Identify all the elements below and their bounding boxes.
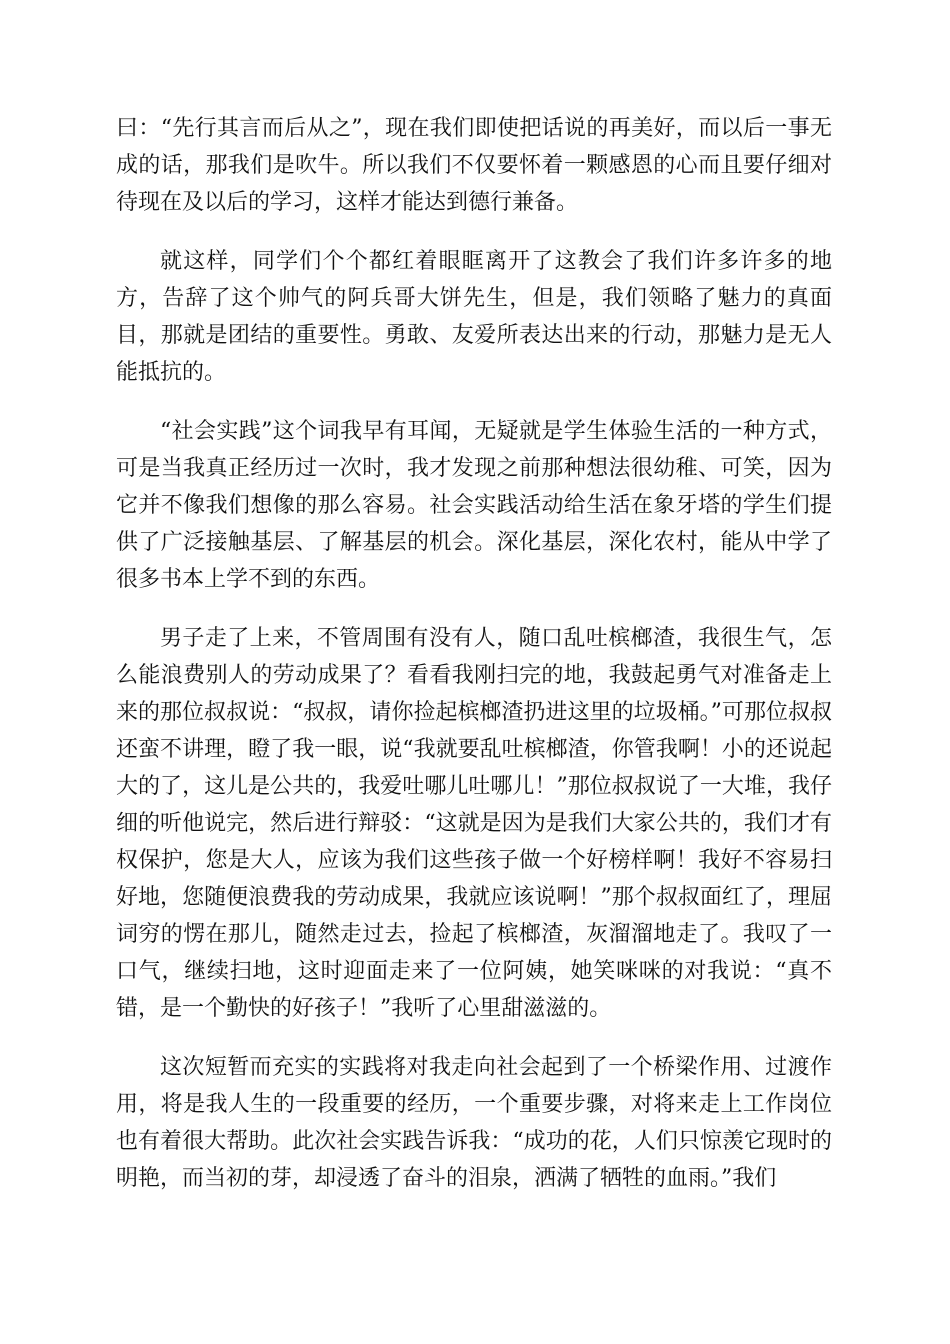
paragraph-3: “社会实践”这个词我早有耳闻，无疑就是学生体验生活的一种方式，可是当我真正经历过一次时，我才发现之前那种想法很幼稚、可笑，因为它并不像我们想像的那么容易。社会实践活动给生活在象牙塔的学生们提供了广泛接触基层、了解基层的机会。深化基层，深化农村，能从中学了很多书本上学不到的东西。 <box>116 419 832 592</box>
document-body <box>116 110 832 1219</box>
paragraph-5: 这次短暂而充实的实践将对我走向社会起到了一个桥梁作用、过渡作用，将是我人生的一段重要的经历，一个重要步骤，对将来走上工作岗位也有着很大帮助。此次社会实践告诉我：“成功的花，人们只惊羡它现时的明艳，而当初的芽，却浸透了奋斗的泪泉，洒满了牺牲的血雨。”我们 <box>116 1055 832 1191</box>
paragraph-2: 就这样，同学们个个都红着眼眶离开了这教会了我们许多许多的地方，告辞了这个帅气的阿兵哥大饼先生，但是，我们领略了魅力的真面目，那就是团结的重要性。勇敢、友爱所表达出来的行动，那魅力是无人能抵抗的。 <box>116 249 832 385</box>
paragraph-4: 男子走了上来，不管周围有没有人，随口乱吐槟榔渣，我很生气，怎么能浪费别人的劳动成果了？看看我刚扫完的地，我鼓起勇气对准备走上来的那位叔叔说：“叔叔，请你捡起槟榔渣扔进这里的垃圾桶。”可那位叔叔还蛮不讲理，瞪了我一眼，说“我就要乱吐槟榔渣，你管我啊！小的还说起大的了，这儿是公共的，我爱吐哪儿吐哪儿！”那位叔叔说了一大堆，我仔细的听他说完，然后进行辩驳：“这就是因为是我们大家公共的，我们才有权保护，您是大人，应该为我们这些孩子做一个好榜样啊！我好不容易扫好地，您随便浪费我的劳动成果，我就应该说啊！”那个叔叔面红了，理屈词穷的愣在那儿，随然走过去，捡起了槟榔渣，灰溜溜地走了。我叹了一口气，继续扫地，这时迎面走来了一位阿姨，她笑咪咪的对我说：“真不错，是一个勤快的好孩子！”我听了心里甜滋滋的。 <box>116 626 832 1021</box>
paragraph-1: 曰：“先行其言而后从之”，现在我们即使把话说的再美好，而以后一事无成的话，那我们是吹牛。所以我们不仅要怀着一颗感恩的心而且要仔细对待现在及以后的学习，这样才能达到德行兼备。 <box>116 116 832 215</box>
